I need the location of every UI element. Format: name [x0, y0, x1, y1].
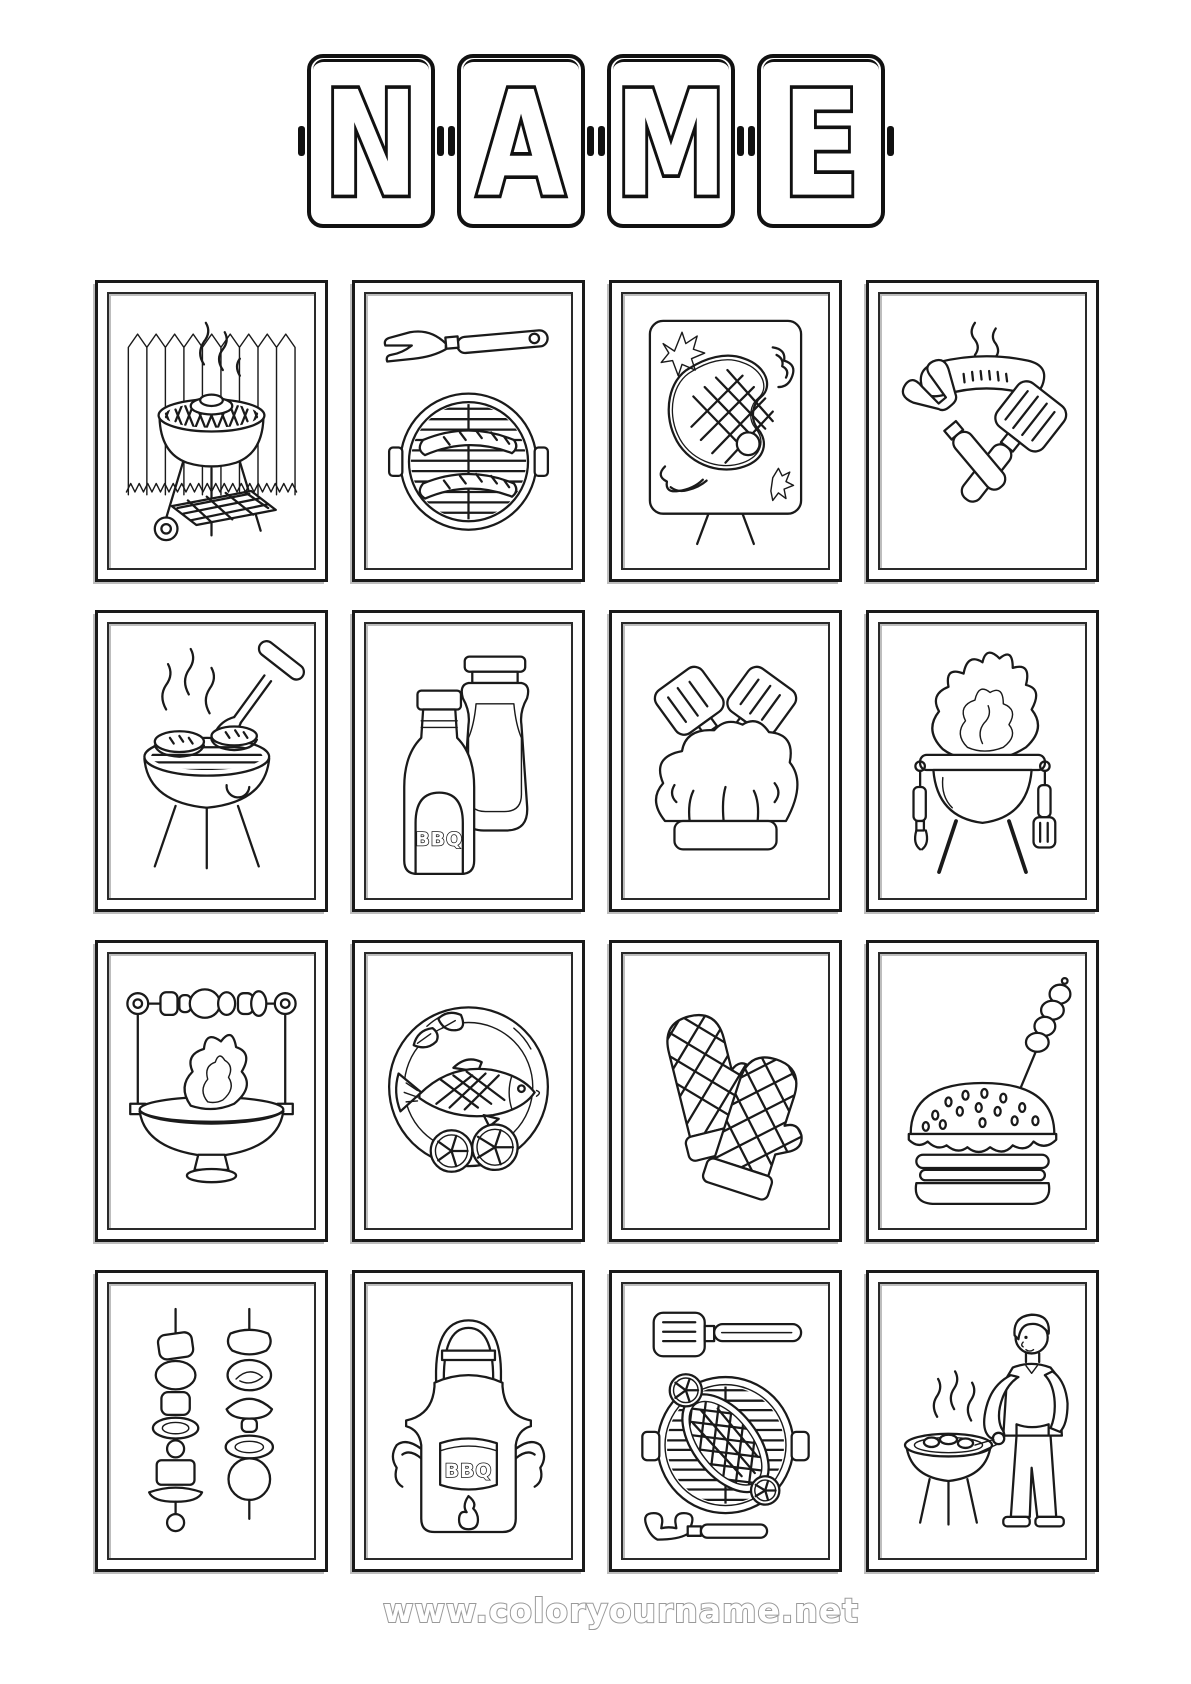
hanging-fork-icon — [914, 761, 928, 849]
hat-band — [674, 821, 776, 849]
trousers — [1011, 1436, 1056, 1517]
steak-sign-illustration — [631, 302, 820, 560]
hinge-pin-icon — [448, 126, 455, 156]
flip-tile-n — [307, 54, 435, 228]
coloring-tile-kebab-skewers — [95, 1270, 328, 1572]
grill-legs — [155, 806, 259, 868]
coloring-tile-skewer-fire-bowl — [95, 940, 328, 1242]
grill-handle — [792, 1432, 809, 1460]
grill-handle — [535, 448, 548, 476]
tile-inner-frame — [878, 1282, 1087, 1560]
spatula-icon — [654, 1313, 801, 1356]
smoke-icon — [934, 1371, 974, 1420]
grill-bowl — [933, 770, 1031, 823]
coloring-tile-grill-burgers-fork — [95, 610, 328, 912]
grill-legs — [939, 821, 1026, 872]
coloring-tile-steak-sign — [609, 280, 842, 582]
steak-bone — [737, 432, 760, 455]
burger-icon — [909, 1083, 1056, 1204]
bowl-pedestal — [194, 1155, 228, 1170]
letter-glyph: E — [781, 59, 860, 224]
tile-inner-frame — [621, 952, 830, 1230]
shoe — [1035, 1517, 1063, 1526]
flip-tile-a — [457, 54, 585, 228]
cheese — [920, 1170, 1045, 1180]
wheel-icon — [155, 517, 178, 540]
kebab-skewer-icon — [149, 1309, 202, 1531]
tile-inner-frame — [621, 622, 830, 900]
flip-tile-e — [757, 54, 885, 228]
tile-inner-frame — [878, 622, 1087, 900]
bbq-fork-icon — [645, 1513, 767, 1539]
footer — [361, 1588, 881, 1638]
coloring-tile-grill-top-sausages — [352, 280, 585, 582]
hinge-pin-icon — [587, 126, 594, 156]
grill-top-sausages-illustration — [374, 302, 563, 560]
coloring-tile-oven-mitts — [609, 940, 842, 1242]
coloring-tile-grill-top-steak — [609, 1270, 842, 1572]
coloring-tile-chef-hat-spatulas — [609, 610, 842, 912]
skewer-icon — [127, 989, 295, 1017]
smoke-icon — [200, 323, 240, 376]
bbq-apron-illustration — [374, 1292, 563, 1550]
letter-glyph: N — [323, 59, 418, 224]
oven-mitts-illustration — [631, 962, 820, 1220]
hand — [993, 1433, 1004, 1444]
smoke-icon — [162, 649, 214, 713]
grill-lid-bar — [920, 755, 1045, 770]
coloring-tiles-grid — [95, 280, 1099, 1572]
kebab-skewer-icon — [226, 1309, 273, 1519]
tile-inner-frame — [107, 292, 316, 570]
coloring-tile-bbq-apron — [352, 1270, 585, 1572]
flame-icon — [932, 653, 1038, 761]
hinge-pin-icon — [748, 126, 755, 156]
bbq-label: BBQ — [415, 828, 464, 851]
tile-inner-frame — [107, 952, 316, 1230]
man-grilling-illustration — [888, 1292, 1077, 1550]
hanging-spatula-icon — [1034, 761, 1056, 847]
bbq-sauce-bottles-illustration — [374, 632, 563, 890]
sign-legs — [697, 514, 754, 544]
coloring-tile-grilled-fish-plate — [352, 940, 585, 1242]
flaming-kettle-grill-illustration — [888, 632, 1077, 890]
kebab-skewers-illustration — [117, 1292, 306, 1550]
bbq-fork-icon — [385, 330, 548, 362]
tile-inner-frame — [364, 622, 573, 900]
tile-inner-frame — [364, 952, 573, 1230]
sausage-fork-spatula-illustration — [888, 302, 1077, 560]
hinge-pin-icon — [887, 126, 894, 156]
patty — [916, 1155, 1048, 1168]
skewer-fire-bowl-illustration — [117, 962, 306, 1220]
burger-patty-icon — [155, 731, 204, 757]
flip-tile-m — [607, 54, 735, 228]
vegetable-skewer-icon — [1020, 978, 1070, 1089]
hinge-pin-icon — [737, 126, 744, 156]
flip-letter — [461, 58, 581, 224]
hinge-pin-icon — [298, 126, 305, 156]
bottom-bun — [916, 1183, 1049, 1204]
backyard-kettle-grill-illustration — [117, 302, 306, 560]
coloring-tile-man-grilling — [866, 1270, 1099, 1572]
site-url-graphic — [361, 1588, 881, 1634]
tile-inner-frame — [364, 1282, 573, 1560]
grill-top-steak-illustration — [631, 1292, 820, 1550]
bottom-shelf — [172, 491, 276, 525]
letter-glyph: A — [476, 59, 565, 224]
grill-handle — [642, 1432, 659, 1460]
tile-inner-frame — [621, 1282, 830, 1560]
burger-vegetable-skewer-illustration — [888, 962, 1077, 1220]
flip-letter — [761, 58, 881, 224]
flip-letter — [611, 58, 731, 224]
bbq-sauce-bottle-icon — [404, 691, 474, 874]
grill-handle — [389, 448, 402, 476]
site-url: www.coloryourname.net — [382, 1591, 859, 1630]
chef-hat-spatulas-illustration — [631, 632, 820, 890]
tile-inner-frame — [107, 1282, 316, 1560]
grill-burgers-fork-illustration — [117, 632, 306, 890]
kettle-grill-icon — [905, 1434, 992, 1525]
bbq-label: BBQ — [444, 1460, 493, 1483]
hinge-pin-icon — [437, 126, 444, 156]
tile-inner-frame — [878, 292, 1087, 570]
flame-icon — [185, 1035, 247, 1109]
flip-letter — [311, 58, 431, 224]
grilled-fish-plate-illustration — [374, 962, 563, 1220]
chef-hat-icon — [656, 721, 797, 821]
hinge-pin-icon — [598, 126, 605, 156]
tile-inner-frame — [364, 292, 573, 570]
tile-inner-frame — [621, 292, 830, 570]
letter-glyph: M — [614, 59, 727, 224]
coloring-tile-bbq-sauce-bottles — [352, 610, 585, 912]
coloring-tile-burger-vegetable-skewer — [866, 940, 1099, 1242]
man-icon — [975, 1315, 1068, 1527]
coloring-tile-sausage-fork-spatula — [866, 280, 1099, 582]
apron-icon — [393, 1320, 544, 1532]
name-flip-board — [0, 54, 1191, 228]
tile-inner-frame — [107, 622, 316, 900]
coloring-tile-flaming-kettle-grill — [866, 610, 1099, 912]
tile-inner-frame — [878, 952, 1087, 1230]
lettuce — [909, 1134, 1056, 1152]
coloring-tile-backyard-kettle-grill — [95, 280, 328, 582]
shoe — [1003, 1517, 1029, 1526]
steam-icon — [972, 323, 998, 357]
